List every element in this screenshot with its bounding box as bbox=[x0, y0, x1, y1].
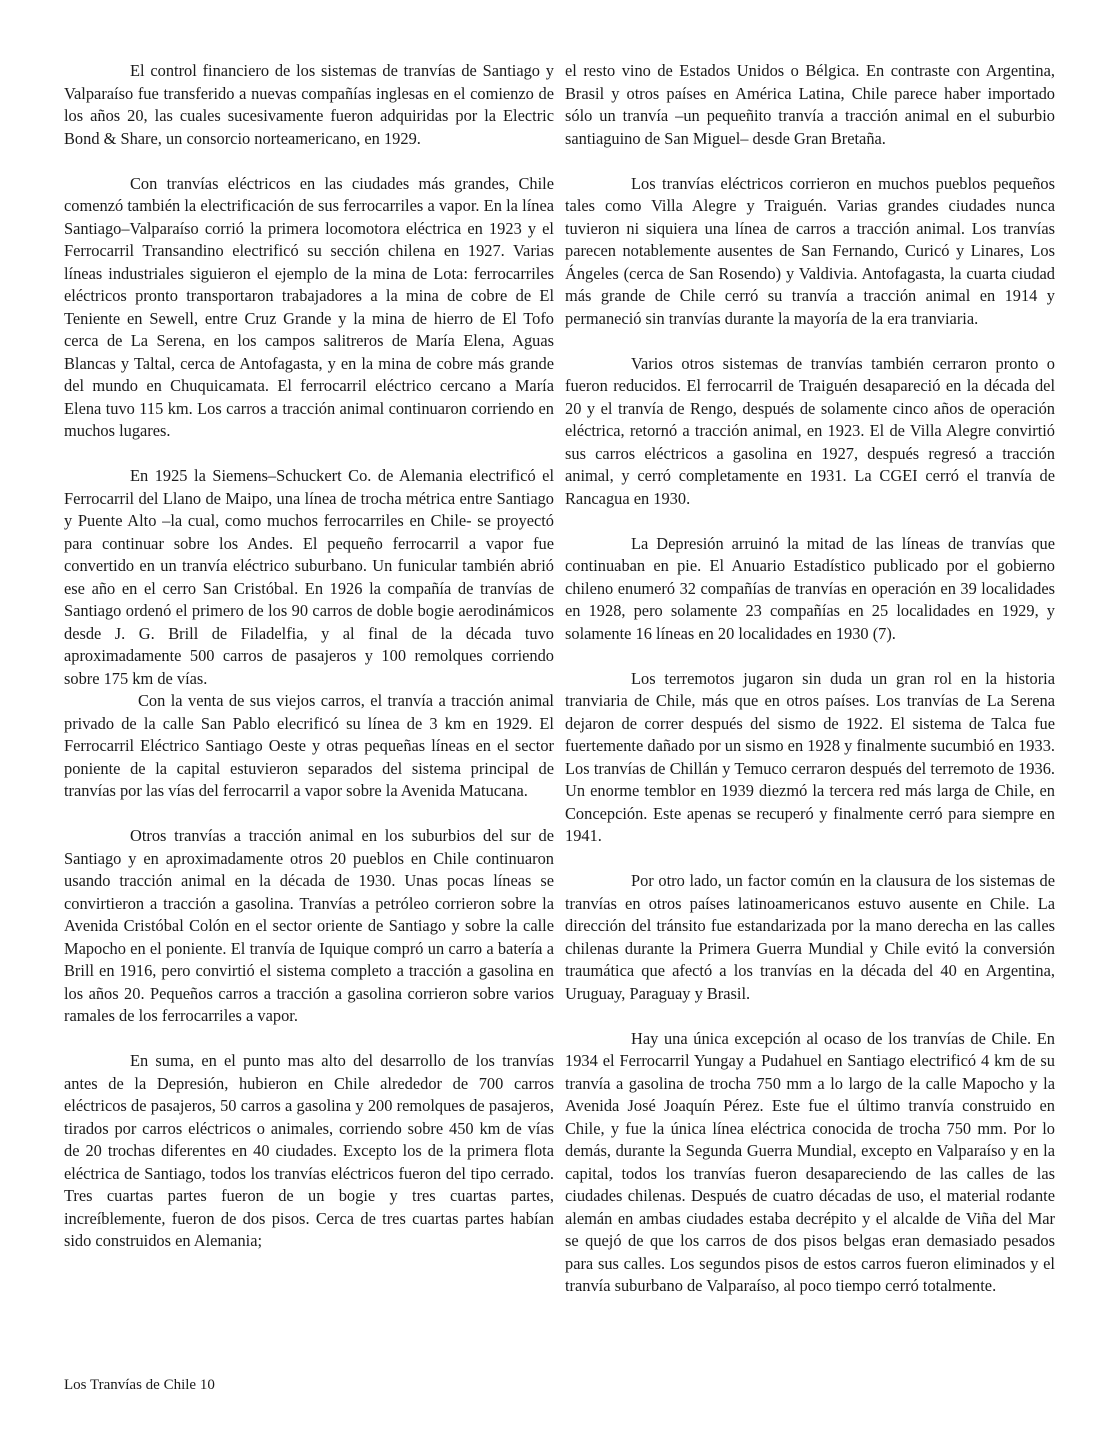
page-footer: Los Tranvías de Chile 10 bbox=[64, 1377, 215, 1393]
paragraph: En 1925 la Siemens–Schuckert Co. de Alemania electrificó el Ferrocarril del Llano de Maipo, una línea de trocha métrica entre Santiago y Puente Alto –la cual, como muchos ferrocarriles en Chile- se proyectó para continuar sobre los Andes. El pequeño ferrocarril a vapor fue convertido en un tranvía eléctrico suburbano. Un funicular también abrió ese año en el cerro San Cristóbal. En 1926 la compañía de tranvías de Santiago ordenó el primero de los 90 carros de doble bogie aerodinámicos desde J. G. Brill de Filadelfia, y al final de la década tuvo aproximadamente 500 carros de pasajeros y 100 remolques corriendo sobre 175 km de vías. bbox=[64, 466, 554, 688]
paragraph: La Depresión arruinó la mitad de las líneas de tranvías que continuaban en pie. El Anuario Estadístico publicado por el gobierno chileno enumeró 32 compañías de tranvías en operación en 39 localidades en 1928, pero solamente 23 compañías en 25 localidades en 1929, y solamente 16 líneas en 20 localidades en 1930 (7). bbox=[565, 533, 1055, 643]
paragraph: En suma, en el punto mas alto del desarrollo de los tranvías antes de la Depresión, hubieron en Chile alrededor de 700 carros eléctricos de pasajeros, 50 carros a gasolina y 200 remolques de pasajeros, tirados por carros eléctricos o animales, corriendo sobre 450 km de vías de 20 trochas diferentes en 40 ciudades. Excepto los de la primera flota eléctrica de Santiago, todos los tranvías eléctricos fueron del tipo cerrado. Tres cuartas partes fueron de un bogie y tres cuartas partes, increíblemente, fueron de dos pisos. Cerca de tres cuartas partes habían sido construidos en Alemania; bbox=[64, 1051, 554, 1250]
paragraph: Los terremotos jugaron sin duda un gran rol en la historia tranviaria de Chile, más que en otros países. Los tranvías de La Serena dejaron de correr después del sismo de 1922. El sistema de Talca fue fuertemente dañado por un sismo en 1928 y finalmente sucumbió en 1933. Los tranvías de Chillán y Temuco cerraron después del terremoto de 1936. Un enorme temblor en 1939 diezmó la tercera red más larga de Chile, en Concepción. Este apenas se recuperó y finalmente cerró para siempre en 1941. bbox=[565, 668, 1055, 845]
paragraph: Los tranvías eléctricos corrieron en muchos pueblos pequeños tales como Villa Alegre y Traiguén. Varias grandes ciudades nunca tuvieron ni siquiera una línea de carros a tracción animal. Los tranvías parecen notablemente ausentes de San Fernando, Curicó y Linares, Los Ángeles (cerca de San Rosendo) y Valdivia. Antofagasta, la cuarta ciudad más grande de Chile cerró su tranvía a tracción animal en 1914 y permaneció sin tranvías durante la mayoría de la era tranviaria. bbox=[565, 173, 1055, 328]
paragraph: Con la venta de sus viejos carros, el tranvía a tracción animal privado de la calle San Pablo elecrificó su línea de 3 km en 1929. El Ferrocarril Eléctrico Santiago Oeste y otras pequeñas líneas en el sector poniente de la capital estuvieron separados del sistema principal de tranvías por las vías del ferrocarril a vapor sobre la Avenida Matucana. bbox=[64, 691, 554, 800]
paragraph: el resto vino de Estados Unidos o Bélgica. En contraste con Argentina, Brasil y otros países en América Latina, Chile parece haber importado sólo un tranvía –un pequeñito tranvía a tracción animal en el suburbio santiaguino de San Miguel– desde Gran Bretaña. bbox=[565, 61, 1055, 148]
paragraph: Por otro lado, un factor común en la clausura de los sistemas de tranvías en otros países latinoamericanos estuvo ausente en Chile. La dirección del tránsito fue estandarizada por la mano derecha en las calles chilenas durante la Primera Guerra Mundial y Chile evitó la conversión traumática que afectó a los tranvías en la década del 40 en Argentina, Uruguay, Paraguay y Brasil. bbox=[565, 871, 1055, 1003]
paragraph: Hay una única excepción al ocaso de los tranvías de Chile. En 1934 el Ferrocarril Yungay a Pudahuel en Santiago electrificó 4 km de su tranvía a gasolina de trocha 750 mm a lo largo de la calle Mapocho y la Avenida José Joaquín Pérez. Este fue el último tranvía construido en Chile, y fue la única línea eléctrica conocida de trocha 750 mm. Por lo demás, durante la Segunda Guerra Mundial, excepto en Valparaíso y en la capital, todos los tranvías fueron desapareciendo de las calles de las ciudades chilenas. Después de cuatro décadas de uso, el material rodante alemán en ambas ciudades estaba decrépito y el alcalde de Viña del Mar se quejó de que los carros de dos pisos belgas eran demasiado pesados para sus calles. Los segundos pisos de estos carros fueron eliminados y el tranvía suburbano de Valparaíso, al poco tiempo cerró totalmente. bbox=[565, 1028, 1055, 1295]
paragraph: El control financiero de los sistemas de tranvías de Santiago y Valparaíso fue transferido a nuevas compañías inglesas en el comienzo de los años 20, las cuales sucesivamente fueron adquiridas por la Electric Bond & Share, un consorcio norteamericano, en 1929. bbox=[64, 61, 554, 148]
paragraph: Varios otros sistemas de tranvías también cerraron pronto o fueron reducidos. El ferrocarril de Traiguén desapareció en la década del 20 y el tranvía de Rengo, después de solamente cinco años de operación eléctrica, retornó a tracción animal, en 1923. El de Villa Alegre convirtió sus carros eléctricos a gasolina en 1927, después regresó a tracción animal, y cerró completamente en 1931. La CGEI cerró el tranvía de Rancagua en 1930. bbox=[565, 353, 1055, 508]
right-column bbox=[565, 60, 1055, 1320]
paragraph: Con tranvías eléctricos en las ciudades más grandes, Chile comenzó también la electrificación de sus ferrocarriles a vapor. En la línea Santiago–Valparaíso corrió la primera locomotora eléctrica en 1923 y el Ferrocarril Transandino electrificó su sección chilena en 1927. Varias líneas industriales siguieron el ejemplo de la mina de Lota: ferrocarriles eléctricos pronto transportaron trabajadores a la mina de cobre de El Teniente en Sewell, entre Cruz Grande y la mina de hierro de El Tofo cerca de La Serena, en los campos salitreros de María Elena, Aguas Blancas y Taltal, cerca de Antofagasta, y en la mina de cobre más grande del mundo en Chuquicamata. El ferrocarril eléctrico cercano a María Elena tuvo 115 km. Los carros a tracción animal continuaron corriendo en muchos lugares. bbox=[64, 173, 554, 440]
paragraph: Otros tranvías a tracción animal en los suburbios del sur de Santiago y en aproximadamente otros 20 pueblos en Chile continuaron usando tracción animal en la década de 1930. Unas pocas líneas se convirtieron a tracción a gasolina. Tranvías a petróleo corrieron sobre la Avenida Cristóbal Colón en el sector oriente de Santiago y sobre la calle Mapocho en el poniente. El tranvía de Iquique compró un carro a batería a Brill en 1916, pero convirtió el sistema completo a tracción a gasolina en los años 20. Pequeños carros a tracción a gasolina corrieron sobre varios ramales de los ferrocarriles a vapor. bbox=[64, 826, 554, 1025]
left-column bbox=[64, 60, 554, 1275]
